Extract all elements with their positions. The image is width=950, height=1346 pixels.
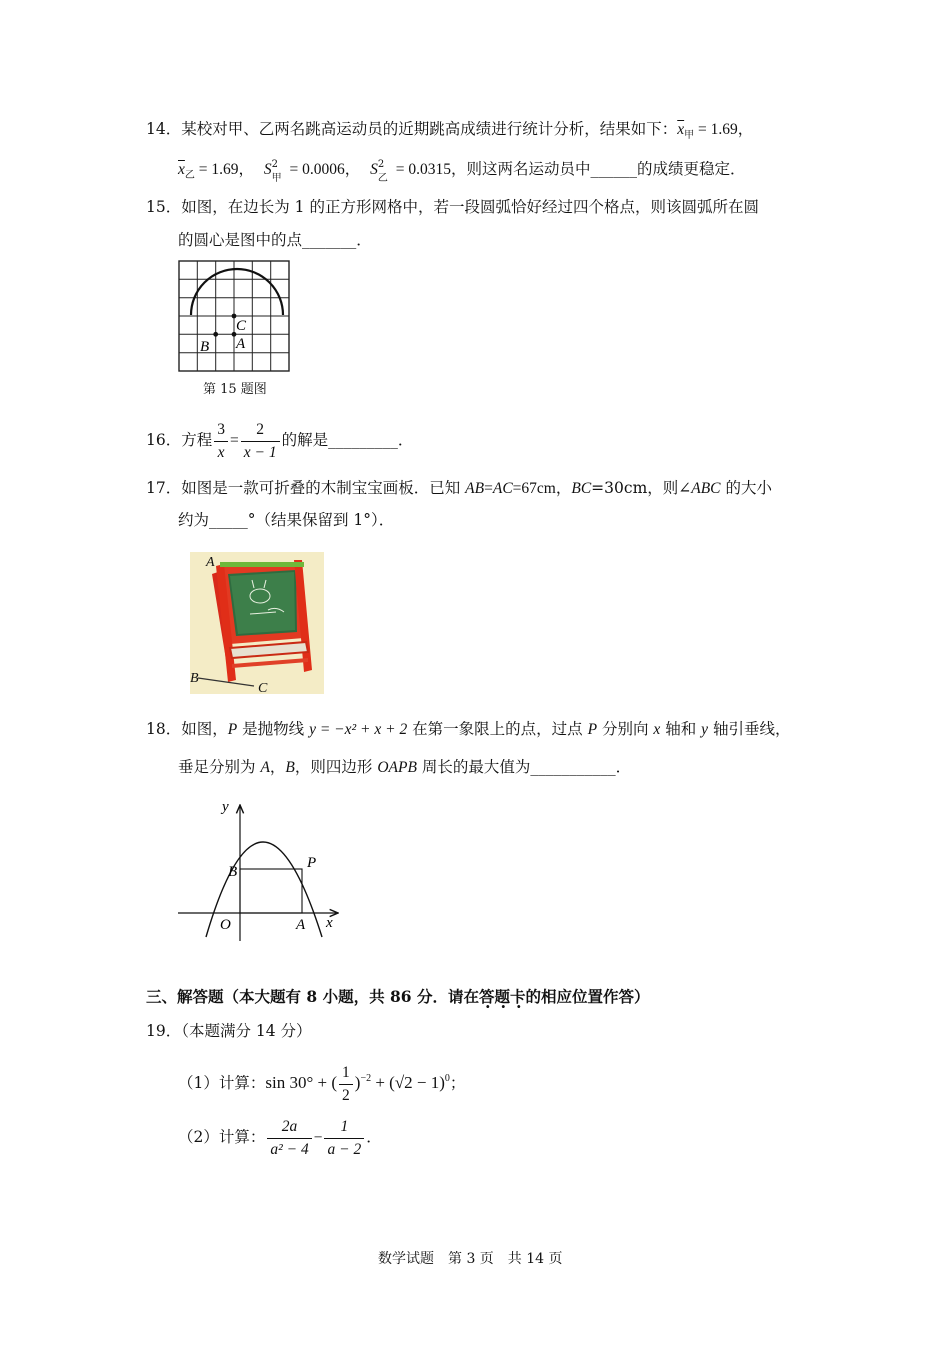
q17-line1 — [146, 477, 772, 500]
q19-p1-fnum: 1 — [339, 1062, 353, 1085]
q18-label-y: y — [222, 799, 229, 815]
q14-number: 14． — [146, 120, 182, 138]
q14-ssub-jia: 甲 — [271, 173, 282, 184]
q14-text: 某校对甲、乙两名跳高运动员的近期跳高成绩进行统计分析，结果如下： — [181, 120, 678, 138]
q14-mean-yi: = 1.69， — [194, 161, 255, 178]
q14-line2 — [178, 158, 746, 187]
q16-fraction-2 — [241, 419, 280, 464]
q19-p2-fraction-2 — [324, 1116, 364, 1161]
q19-p1-b: ) — [354, 1073, 361, 1092]
q15-number: 15． — [146, 198, 182, 216]
q18-line2 — [178, 756, 631, 779]
q16-f1-den: x — [217, 443, 225, 461]
q18-l2a: 垂足分别为 — [178, 758, 261, 776]
q14-s-yi: S — [370, 161, 378, 178]
q14-sq-yi: 2 — [377, 159, 385, 170]
q18-label-B: B — [228, 864, 238, 880]
q19-number: 19． — [146, 1022, 182, 1040]
q18-x: x — [653, 721, 661, 738]
q17-label-C: C — [258, 681, 268, 696]
q19-p2-f1den: a² − 4 — [270, 1140, 309, 1158]
q16-equals: = — [230, 432, 239, 449]
q15-line1 — [146, 196, 759, 218]
q17-text2: 约为_____°（结果保留到 1°）． — [178, 511, 395, 529]
q15-point-B — [213, 332, 218, 337]
q14-mean-jia: = 1.69， — [694, 121, 754, 138]
q14-var-yi: = 0.0315， — [391, 161, 467, 178]
q18-graph-figure — [176, 795, 351, 945]
q14-xbar-yi: $\overline{x}$ — [178, 161, 185, 178]
q19-p2-end: ． — [366, 1128, 382, 1146]
q18-b: B — [285, 759, 295, 776]
q18-label-O: O — [220, 917, 231, 933]
q15-arc — [191, 269, 283, 315]
q18-tb: 是抛物线 — [237, 720, 310, 738]
q18-td: 分别向 — [597, 720, 654, 738]
q19-p1-label: （1）计算： — [178, 1074, 266, 1092]
q18-label-P: P — [307, 855, 317, 871]
q18-oapb: OAPB — [377, 759, 417, 776]
q19-p1-exp: −2 — [360, 1073, 372, 1084]
q18-ta: 如图， — [181, 720, 228, 738]
q17-bc: BC — [571, 480, 592, 497]
q19-p1-a: sin 30° + ( — [265, 1073, 338, 1092]
q17-text1c: =30cm，则∠ — [591, 479, 692, 497]
q17-number: 17． — [146, 479, 182, 497]
q17-label-A: A — [206, 555, 215, 570]
q19-head — [146, 1020, 312, 1042]
q19-p1-fraction — [339, 1062, 353, 1107]
q14-xbar-jia: $\overline{x}$ — [677, 121, 685, 138]
q17-eq1: = — [484, 480, 493, 497]
section3-title — [146, 986, 650, 1008]
q16-number: 16． — [146, 431, 182, 449]
q15-text2: 的圆心是图中的点_______． — [178, 231, 372, 249]
q17-label-B: B — [190, 671, 199, 686]
q18-label-A: A — [296, 917, 306, 933]
q16-line — [146, 415, 413, 466]
q18-formula: y = −x² + x + 2 — [309, 721, 408, 738]
section3-emph-1: 答 — [478, 987, 495, 1006]
q17-text1d: 的大小 — [720, 479, 772, 497]
q14-question: 则这两名运动员中______的成绩更稳定． — [466, 160, 746, 178]
q17-text1a: 如图是一款可折叠的木制宝宝画板．已知 — [181, 479, 466, 497]
section3-title-a: 三、解答题（本大题有 8 小题，共 86 分．请在 — [146, 987, 479, 1006]
q16-f2-den: x − 1 — [243, 443, 277, 461]
q14-ssub-yi: 乙 — [377, 173, 388, 184]
q18-tc: 在第一象限上的点，过点 — [407, 720, 588, 738]
q18-p: P — [227, 721, 238, 738]
q14-sq-jia: 2 — [271, 159, 278, 170]
q19-p2-fraction-1 — [267, 1116, 311, 1161]
q15-label-A: A — [236, 336, 246, 352]
q16-f2-num: 2 — [241, 419, 280, 442]
q18-l2c: 周长的最大值为___________． — [416, 758, 632, 776]
q19-p1-end: ； — [449, 1074, 466, 1092]
q18-tf: 轴引垂线， — [708, 720, 791, 738]
q19-part2 — [178, 1112, 382, 1163]
section3-emph-2: 题 — [494, 987, 510, 1006]
q18-p2: P — [587, 721, 598, 738]
q19-p2-f2den: a − 2 — [327, 1140, 362, 1158]
q19-part1 — [178, 1054, 465, 1108]
q17-easel-figure — [190, 552, 324, 694]
q17-text1b: =67cm， — [512, 480, 572, 497]
q17-line2 — [178, 509, 394, 531]
q19-p2-minus: − — [313, 1129, 323, 1146]
q14-var-jia: = 0.0006， — [285, 161, 361, 178]
q18-a: A — [260, 759, 270, 776]
q17-abc: ABC — [691, 480, 721, 497]
q19-p1-exp2: 0 — [444, 1073, 450, 1084]
q19-p2-label: （2）计算： — [178, 1128, 266, 1146]
q18-te: 轴和 — [660, 720, 702, 738]
q17-ab: AB — [465, 480, 485, 497]
q15-grid-figure — [178, 260, 292, 374]
page-footer: 数学试题 第 3 页 共 14 页 — [378, 1251, 563, 1267]
q16-prefix: 方程 — [181, 431, 213, 449]
q17-ac: AC — [492, 480, 513, 497]
q18-y: y — [701, 721, 709, 738]
q16-suffix: 的解是_________． — [281, 431, 414, 449]
section3-title-b: 的相应位置作答） — [525, 987, 650, 1006]
q14-sub-jia: 甲 — [684, 130, 695, 141]
q18-rectangle — [240, 869, 302, 913]
q15-line2 — [178, 229, 372, 251]
q16-f1-num: 3 — [214, 419, 228, 442]
q18-label-x: x — [326, 915, 333, 931]
q19-p1-fden: 2 — [342, 1086, 350, 1104]
section3-emph-3: 卡 — [509, 987, 526, 1006]
q14-line1 — [146, 118, 753, 147]
q19-p2-f2num: 1 — [324, 1116, 364, 1139]
q14-sub-yi: 乙 — [184, 170, 195, 181]
q15-text1: 如图，在边长为 1 的正方形网格中，若一段圆弧恰好经过四个格点，则该圆弧所在圆 — [181, 198, 759, 216]
q15-label-B: B — [200, 339, 210, 355]
q15-label-C: C — [236, 318, 247, 334]
q19-score: （本题满分 14 分） — [181, 1022, 312, 1040]
q18-comma: ， — [269, 758, 286, 776]
q18-l2b: ，则四边形 — [294, 758, 378, 776]
q16-fraction-1 — [214, 419, 228, 464]
q15-caption: 第 15 题图 — [203, 382, 267, 397]
q14-s-jia: S — [263, 161, 272, 178]
q19-p2-f1num: 2a — [267, 1116, 311, 1139]
q19-p1-c: + (√2 − 1) — [371, 1073, 445, 1092]
q18-number: 18． — [146, 720, 182, 738]
q18-line1 — [146, 718, 790, 741]
